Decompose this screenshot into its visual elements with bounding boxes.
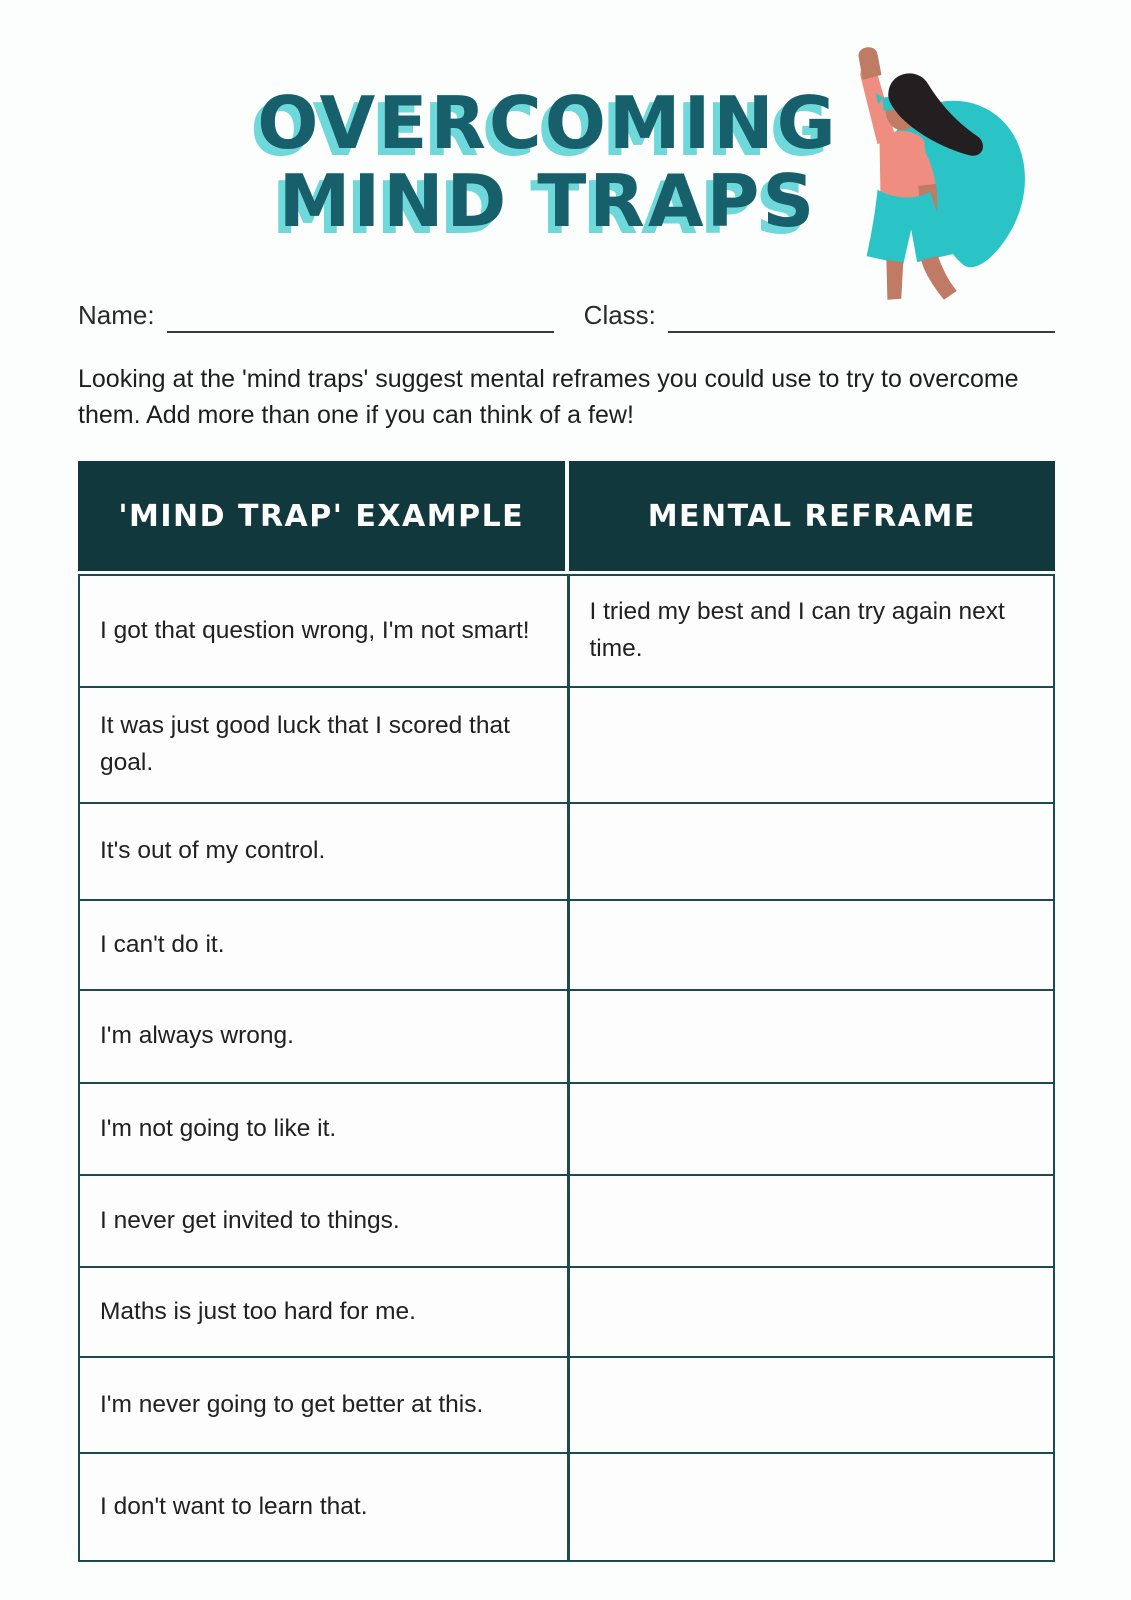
column-header-mind-trap-example: 'MIND TRAP' EXAMPLE — [78, 461, 565, 571]
reframe-cell-5[interactable] — [567, 991, 1056, 1084]
title-line-2: MIND TRAPS — [278, 159, 818, 244]
mind-traps-table — [78, 461, 1055, 1562]
trap-cell-2: It was just good luck that I scored that goal. — [78, 688, 567, 804]
reframe-cell-2[interactable] — [567, 688, 1056, 804]
reframe-cell-1: I tried my best and I can try again next time. — [567, 574, 1056, 688]
reframe-cell-6[interactable] — [567, 1084, 1056, 1176]
reframe-cell-4[interactable] — [567, 901, 1056, 991]
column-header-mental-reframe: MENTAL REFRAME — [569, 461, 1056, 571]
superhero-woman-icon — [826, 34, 1034, 304]
trap-cell-10: I don't want to learn that. — [78, 1454, 567, 1562]
trap-cell-6: I'm not going to like it. — [78, 1084, 567, 1176]
name-class-row — [78, 300, 1055, 333]
trap-cell-9: I'm never going to get better at this. — [78, 1358, 567, 1454]
trap-cell-8: Maths is just too hard for me. — [78, 1268, 567, 1358]
trap-cell-3: It's out of my control. — [78, 804, 567, 901]
trap-cell-1: I got that question wrong, I'm not smart! — [78, 574, 567, 688]
reframe-cell-9[interactable] — [567, 1358, 1056, 1454]
trap-cell-5: I'm always wrong. — [78, 991, 567, 1084]
class-field[interactable] — [668, 303, 1055, 333]
page-title — [195, 81, 901, 244]
instructions-text: Looking at the 'mind traps' suggest mental reframes you could use to try to overcome them. Add more than one if you can think of a few! — [78, 365, 1019, 429]
reframe-cell-3[interactable] — [567, 804, 1056, 901]
trap-cell-7: I never get invited to things. — [78, 1176, 567, 1268]
name-label: Name: — [78, 300, 155, 330]
name-field[interactable] — [167, 303, 554, 333]
reframe-cell-8[interactable] — [567, 1268, 1056, 1358]
trap-cell-4: I can't do it. — [78, 901, 567, 991]
title-line-1: OVERCOMING — [257, 81, 839, 165]
reframe-cell-10[interactable] — [567, 1454, 1056, 1562]
class-label: Class: — [583, 300, 656, 330]
reframe-cell-7[interactable] — [567, 1176, 1056, 1268]
